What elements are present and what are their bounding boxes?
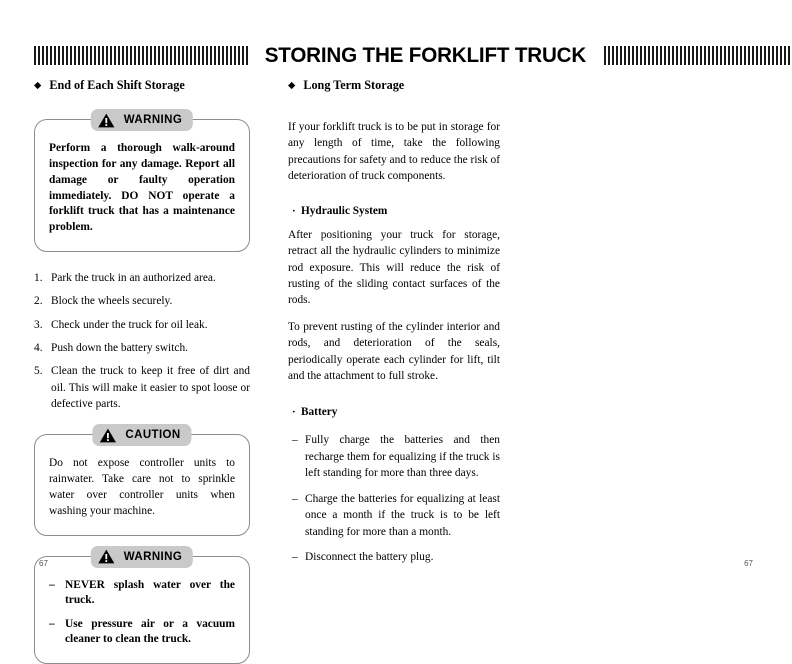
list-item	[288, 432, 500, 481]
list-item-text: Push down the battery switch.	[51, 341, 188, 354]
list-item-text: Charge the batteries for equalizing at least once a month if the truck is to be left standing for more than a month.	[305, 492, 500, 538]
list-item	[49, 578, 235, 609]
list-item	[34, 317, 250, 333]
warning-triangle-icon	[98, 549, 115, 564]
page-number-left: 67	[39, 559, 48, 568]
warning-box-walkaround	[34, 114, 250, 252]
subheading-hydraulic-system	[288, 205, 500, 217]
page-number-right: 67	[744, 559, 753, 568]
long-term-intro-paragraph: If your forklift truck is to be put in storage for any length of time, take the following precautions for safety and to reduce the risk of deterioration of truck components.	[288, 121, 500, 183]
dash-bullet-icon: –	[49, 578, 55, 591]
warning-body: Perform a thorough walk-around inspection for any damage. Report all damage or faulty operation immediately. DO NOT operate a forklift truck that has a maintenance problem.	[49, 142, 235, 234]
hydraulic-paragraph-1: After positioning your truck for storage, retract all the hydraulic cylinders to minimize rod exposure. This will reduce the risk of rusting of the sliding contact surfaces of the rods.	[288, 228, 500, 307]
list-item-text: Disconnect the battery plug.	[305, 551, 434, 564]
shift-storage-steps	[34, 270, 250, 412]
diamond-bullet-icon: ◆	[288, 81, 296, 91]
section-heading-label: End of Each Shift Storage	[49, 78, 185, 92]
dash-bullet-icon: –	[292, 434, 298, 447]
subheading-label: Battery	[301, 406, 338, 419]
caution-body: Do not expose controller units to rainwater. Take care not to sprinkle water over controller units when washing your machine.	[49, 457, 235, 517]
subheading-battery	[288, 406, 500, 418]
dot-bullet-icon: ·	[292, 406, 296, 419]
right-column	[288, 78, 500, 565]
list-item-number: 1.	[34, 272, 43, 285]
list-item-text: NEVER splash water over the truck.	[65, 578, 235, 607]
dot-bullet-icon: ·	[292, 204, 296, 217]
header-rule-right-icon	[604, 46, 792, 65]
page-title: STORING THE FORKLIFT TRUCK	[264, 42, 587, 67]
list-item	[34, 293, 250, 309]
warning-body	[35, 557, 249, 663]
list-item	[34, 340, 250, 356]
list-item-number: 5.	[34, 365, 43, 378]
warning-tab	[91, 546, 193, 568]
warning-label: WARNING	[123, 114, 183, 126]
diamond-bullet-icon: ◆	[34, 81, 42, 91]
list-item-text: Park the truck in an authorized area.	[51, 272, 216, 285]
header-rule-left-icon	[34, 46, 249, 65]
list-item	[288, 549, 500, 565]
list-item-number: 3.	[34, 318, 43, 331]
list-item	[49, 617, 235, 648]
section-heading-label: Long Term Storage	[303, 78, 405, 92]
page-header	[34, 42, 758, 68]
caution-tab	[92, 424, 191, 446]
section-heading-end-of-shift	[34, 78, 250, 93]
dash-bullet-icon: –	[49, 617, 55, 630]
dash-bullet-icon: –	[292, 492, 298, 505]
warning-label: WARNING	[123, 550, 183, 563]
list-item-text: Clean the truck to keep it free of dirt and oil. This will make it easier to spot loose or defective parts.	[51, 365, 250, 410]
warning-triangle-icon	[99, 428, 116, 443]
warning-triangle-icon	[98, 113, 115, 128]
dash-bullet-icon: –	[292, 551, 298, 564]
list-item-text: Check under the truck for oil leak.	[51, 318, 208, 331]
section-heading-long-term	[288, 78, 500, 93]
list-item	[34, 270, 250, 286]
list-item-text: Block the wheels securely.	[51, 295, 173, 308]
list-item-number: 4.	[34, 341, 43, 354]
warning-tab	[91, 109, 193, 131]
warning-box-water-cleaning	[34, 550, 250, 664]
list-item-text: Fully charge the batteries and then recharge them for equalizing if the truck is left standing for more than three days.	[305, 434, 500, 480]
battery-item-list	[288, 432, 500, 565]
left-column	[34, 78, 250, 664]
subheading-label: Hydraulic System	[301, 204, 388, 217]
list-item-number: 2.	[34, 295, 43, 308]
warning-item-list	[49, 578, 235, 648]
list-item	[288, 491, 500, 540]
list-item	[34, 363, 250, 412]
caution-box-controller-units	[34, 429, 250, 535]
list-item-text: Use pressure air or a vacuum cleaner to clean the truck.	[65, 617, 235, 646]
caution-label: CAUTION	[125, 429, 181, 442]
hydraulic-paragraph-2: To prevent rusting of the cylinder interior and rods, and deterioration of the seals, periodically operate each cylinder for lift, tilt and the attachment to full stroke.	[288, 320, 500, 383]
